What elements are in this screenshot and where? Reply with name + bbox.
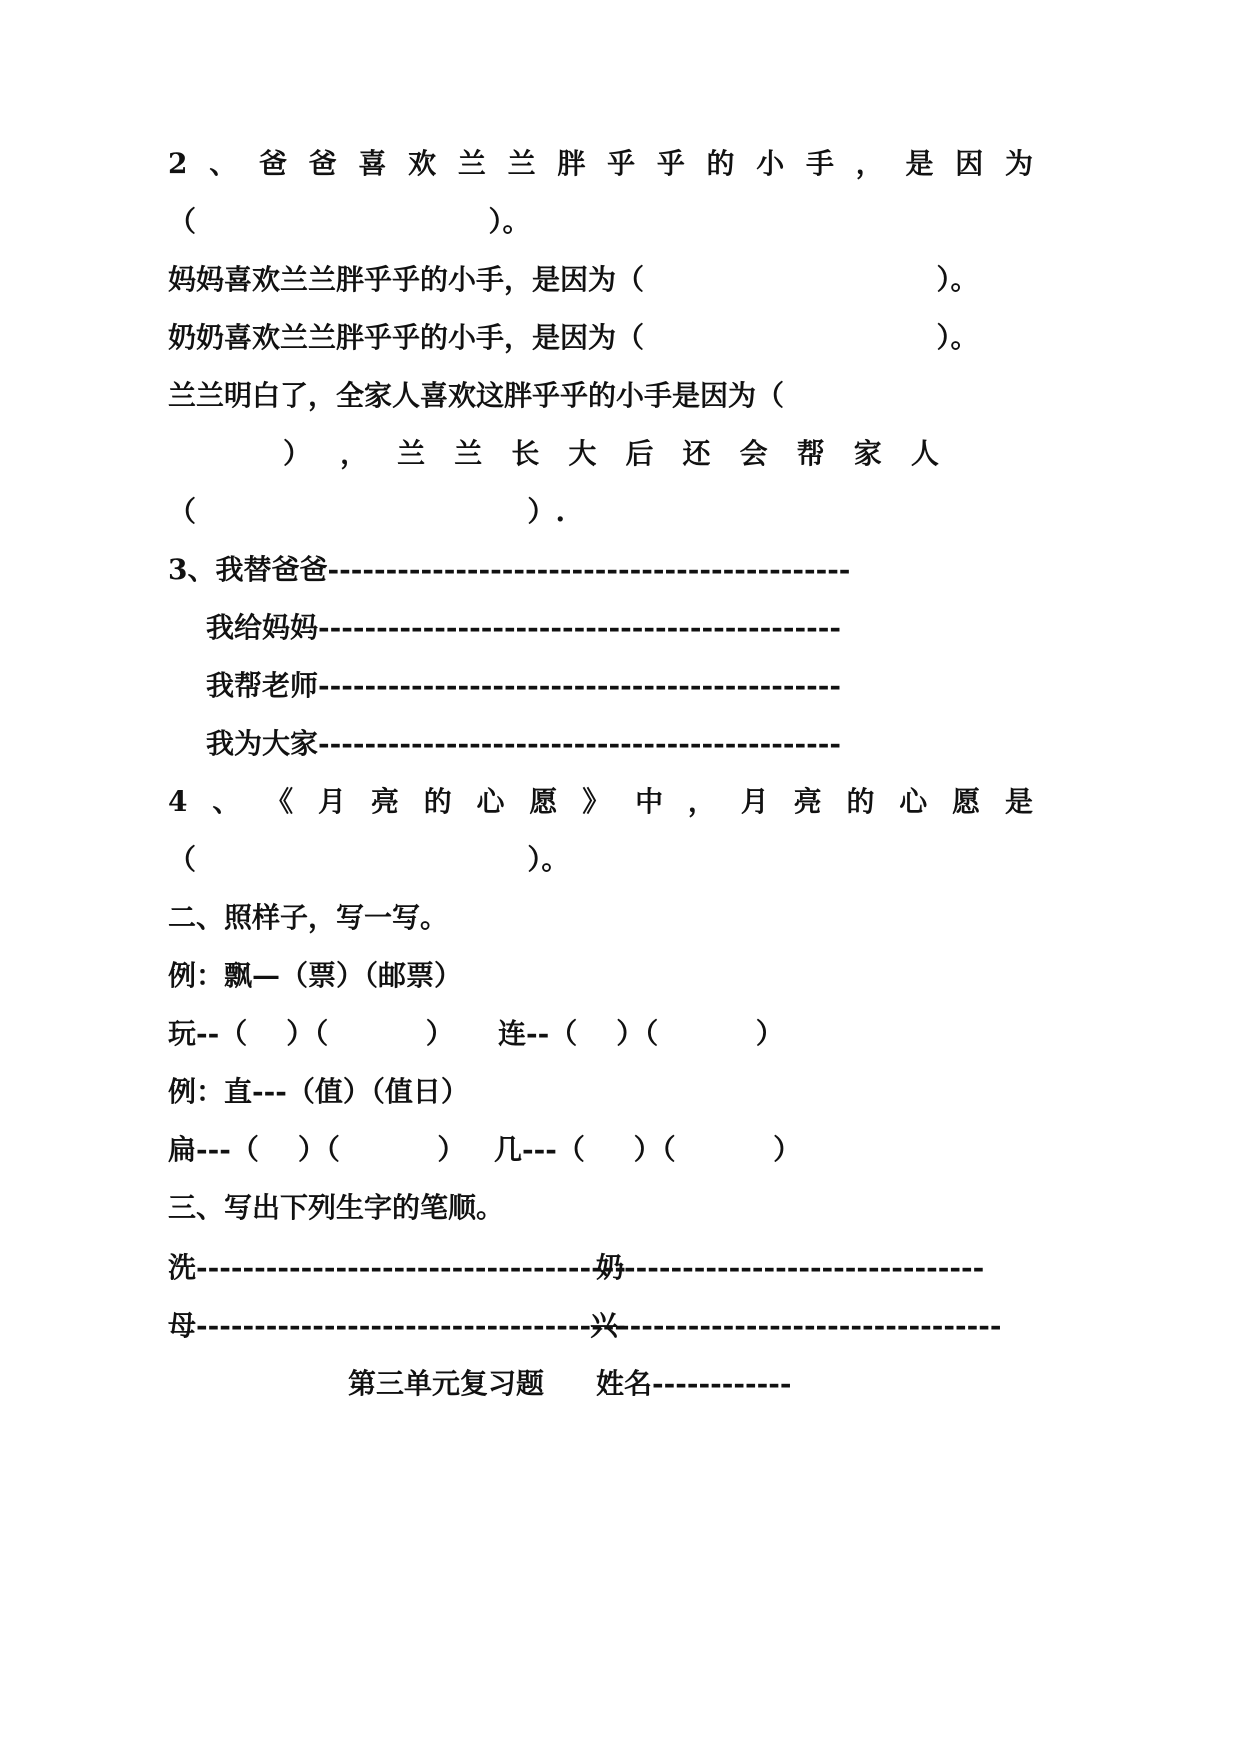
- row1-left: 玩--（ ）（ ）: [168, 1017, 454, 1050]
- q4-line1-char: 亮: [793, 785, 822, 818]
- q3-line1: 3、我替爸爸---------------------------------------------: [168, 553, 851, 586]
- q4-line1-char: 4: [168, 785, 188, 818]
- q2-line6-char: 还: [682, 437, 711, 470]
- q2-line6-char: 会: [739, 437, 768, 470]
- stroke-order-2: 奶-------------------------------: [596, 1251, 985, 1284]
- q2-line6-char: 长: [511, 437, 540, 470]
- q2-line6-char: 后: [625, 437, 654, 470]
- q4-line1-char: 《: [265, 785, 294, 818]
- q4-line1-char: 愿: [529, 785, 558, 818]
- q2-line1-char: 的: [706, 147, 735, 180]
- q2-line1: [168, 146, 1033, 182]
- section2-title: 二、照样子，写一写。: [168, 901, 449, 934]
- q4-line1-char: 愿: [952, 785, 981, 818]
- q2-line5: 兰兰明白了，全家人喜欢这胖乎乎的小手是因为（: [168, 379, 785, 412]
- q4-line1-char: 中: [635, 785, 664, 818]
- q4-line1-char: 亮: [370, 785, 399, 818]
- q2-line1-char: 兰: [457, 147, 486, 180]
- stroke-order-4: 兴---------------------------------: [590, 1309, 1002, 1342]
- q4-line2: （ ）。: [168, 843, 570, 876]
- row1-right: 连--（ ）（ ）: [498, 1017, 784, 1050]
- example2: 例：直---（值）（值日）: [168, 1075, 469, 1108]
- q2-line1-char: 乎: [607, 147, 636, 180]
- q3-line2: 我给妈妈---------------------------------------------: [206, 611, 841, 644]
- row2-right: 几---（ ）（ ）: [494, 1133, 802, 1166]
- q2-line1-char: 因: [955, 147, 984, 180]
- q2-line1-char: 爸: [258, 147, 287, 180]
- q2-line1-char: 喜: [358, 147, 387, 180]
- name-field: 姓名------------: [596, 1367, 792, 1400]
- stroke-order-3: 母-------------------------------------: [168, 1309, 626, 1342]
- q2-line4: 奶奶喜欢兰兰胖乎乎的小手，是因为（ ）。: [168, 321, 979, 354]
- q2-line1-char: 乎: [656, 147, 685, 180]
- q2-line1-char: 爸: [308, 147, 337, 180]
- q2-line1-char: 胖: [557, 147, 586, 180]
- q2-line1-char: ，: [855, 147, 884, 180]
- q2-line1-char: 是: [905, 147, 934, 180]
- q2-line6-char: 人: [910, 437, 939, 470]
- q2-line1-char: 小: [756, 147, 785, 180]
- row2-left: 扁---（ ）（ ）: [168, 1133, 466, 1166]
- q2-line6-char: 家: [853, 437, 882, 470]
- q2-line6-char: 大: [568, 437, 597, 470]
- q4-line1-char: 月: [740, 785, 769, 818]
- q2-line6-char: ）: [283, 437, 312, 470]
- q4-line1-char: 心: [899, 785, 928, 818]
- q4-line1-char: 心: [476, 785, 505, 818]
- q2-line3: 妈妈喜欢兰兰胖乎乎的小手，是因为（ ）。: [168, 263, 979, 296]
- section3-title: 三、写出下列生字的笔顺。: [168, 1191, 505, 1224]
- q2-line6-char: 兰: [397, 437, 426, 470]
- q2-line1-char: 、: [209, 147, 238, 180]
- q2-line1-char: 兰: [507, 147, 536, 180]
- q2-line6: [283, 436, 939, 472]
- q2-line2: （ ）。: [168, 205, 531, 238]
- stroke-order-1: 洗-------------------------------------: [168, 1251, 626, 1284]
- q3-line3: 我帮老师---------------------------------------------: [206, 669, 841, 702]
- q2-line1-char: 2: [168, 147, 188, 180]
- q2-line1-char: 欢: [408, 147, 437, 180]
- q4-line1-char: 的: [846, 785, 875, 818]
- q4-line1-char: 、: [212, 785, 241, 818]
- q4-line1: [168, 784, 1033, 820]
- q4-line1-char: 月: [318, 785, 347, 818]
- q2-line7: （ ）.: [168, 495, 566, 528]
- q2-line6-char: ，: [340, 437, 369, 470]
- q2-line1-char: 手: [806, 147, 835, 180]
- unit-title: 第三单元复习题: [348, 1367, 545, 1400]
- example1: 例：飘—（票）（邮票）: [168, 959, 463, 992]
- q2-line6-char: 帮: [796, 437, 825, 470]
- q4-line1-char: 》: [582, 785, 611, 818]
- q2-line1-char: 为: [1004, 147, 1033, 180]
- q4-line1-char: 是: [1004, 785, 1033, 818]
- q4-line1-char: 的: [423, 785, 452, 818]
- q3-line4: 我为大家---------------------------------------------: [206, 727, 841, 760]
- q4-line1-char: ，: [687, 785, 716, 818]
- q2-line6-char: 兰: [454, 437, 483, 470]
